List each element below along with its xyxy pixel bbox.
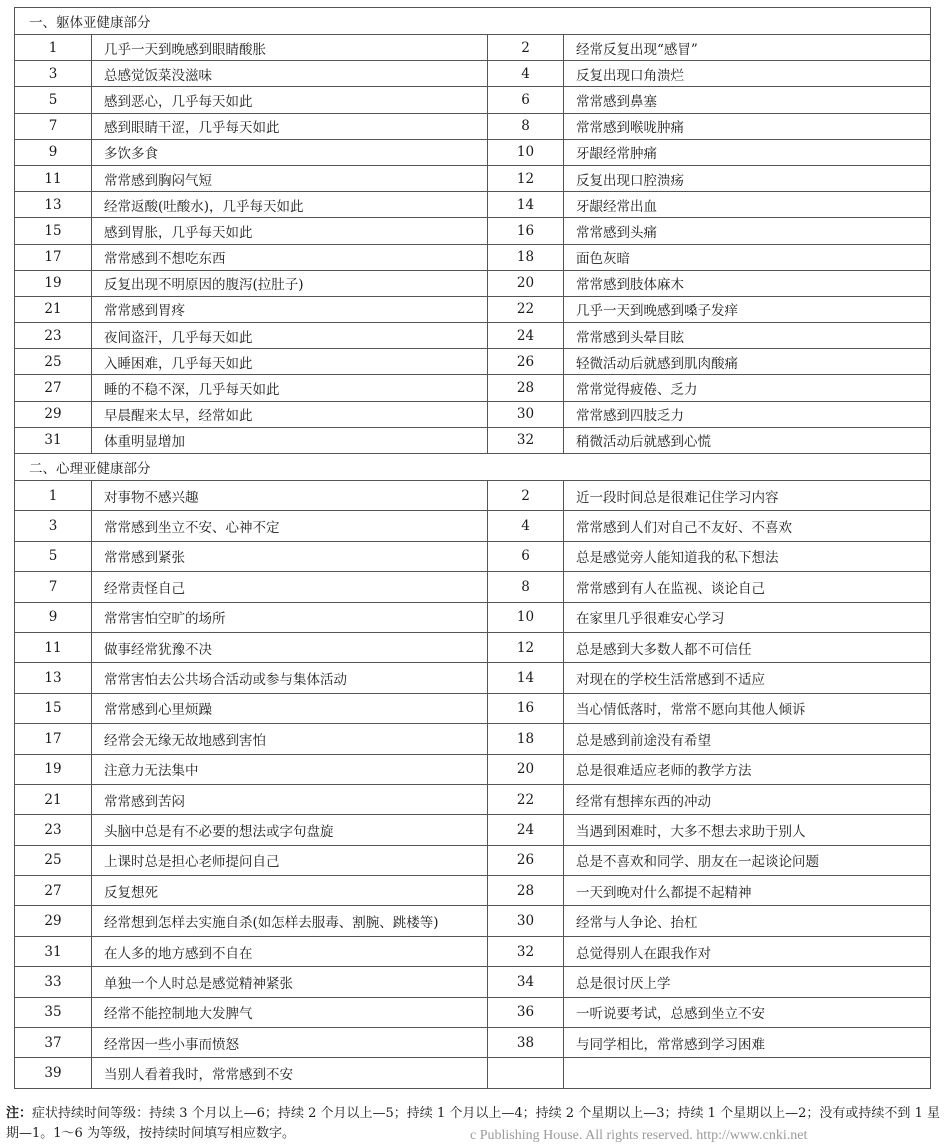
item-text: 常常感到苦闷 [92, 784, 488, 814]
section-1-header [15, 8, 931, 35]
item-text: 感到胃胀，几乎每天如此 [92, 218, 488, 244]
item-text: 在家里几乎很难安心学习 [564, 602, 931, 632]
table-row [15, 632, 931, 662]
item-text: 感到恶心，几乎每天如此 [92, 87, 488, 113]
item-number: 10 [488, 602, 564, 632]
item-number: 28 [488, 876, 564, 906]
table-row [15, 936, 931, 966]
table-row [15, 192, 931, 218]
item-text: 常常觉得疲倦、乏力 [564, 375, 931, 401]
table-row [15, 876, 931, 906]
item-text: 几乎一天到晚感到嗓子发痒 [564, 296, 931, 322]
item-text: 感到眼睛干涩，几乎每天如此 [92, 113, 488, 139]
item-number: 35 [15, 997, 92, 1027]
item-number: 20 [488, 270, 564, 296]
item-text: 经常想到怎样去实施自杀(如怎样去服毒、割腕、跳楼等) [92, 906, 488, 936]
item-number: 2 [488, 35, 564, 61]
item-number: 4 [488, 61, 564, 87]
item-text: 经常反复出现“感冒” [564, 35, 931, 61]
item-number: 13 [15, 192, 92, 218]
item-number: 19 [15, 270, 92, 296]
item-text: 对现在的学校生活常感到不适应 [564, 663, 931, 693]
item-number: 8 [488, 113, 564, 139]
item-text: 经常不能控制地大发脾气 [92, 997, 488, 1027]
table-row [15, 1028, 931, 1058]
item-number: 14 [488, 192, 564, 218]
item-number: 27 [15, 876, 92, 906]
item-number: 27 [15, 375, 92, 401]
table-row [15, 323, 931, 349]
item-number: 15 [15, 693, 92, 723]
item-number: 30 [488, 906, 564, 936]
item-number: 18 [488, 244, 564, 270]
item-number: 12 [488, 165, 564, 191]
table-row [15, 602, 931, 632]
item-text: 面色灰暗 [564, 244, 931, 270]
item-number: 9 [15, 139, 92, 165]
item-text: 常常感到胃疼 [92, 296, 488, 322]
item-text: 多饮多食 [92, 139, 488, 165]
item-text: 睡的不稳不深，几乎每天如此 [92, 375, 488, 401]
table-row [15, 349, 931, 375]
table-row [15, 61, 931, 87]
item-text: 常常害怕空旷的场所 [92, 602, 488, 632]
item-number: 11 [15, 632, 92, 662]
item-text: 总是感觉旁人能知道我的私下想法 [564, 541, 931, 571]
item-number: 11 [15, 165, 92, 191]
item-number: 13 [15, 663, 92, 693]
item-text: 常常感到人们对自己不友好、不喜欢 [564, 511, 931, 541]
item-text: 常常感到头晕目眩 [564, 323, 931, 349]
item-text: 常常感到不想吃东西 [92, 244, 488, 270]
item-text: 常常感到鼻塞 [564, 87, 931, 113]
item-number: 15 [15, 218, 92, 244]
item-text: 一听说要考试，总感到坐立不安 [564, 997, 931, 1027]
item-text: 总是不喜欢和同学、朋友在一起谈论问题 [564, 845, 931, 875]
table-row [15, 401, 931, 427]
item-number: 37 [15, 1028, 92, 1058]
item-number: 25 [15, 845, 92, 875]
item-text: 经常有想摔东西的冲动 [564, 784, 931, 814]
item-text: 经常因一些小事而愤怒 [92, 1028, 488, 1058]
item-number: 32 [488, 936, 564, 966]
item-number: 19 [15, 754, 92, 784]
item-text: 在人多的地方感到不自在 [92, 936, 488, 966]
item-text: 总是很讨厌上学 [564, 967, 931, 997]
table-row [15, 784, 931, 814]
table-row [15, 997, 931, 1027]
item-number: 5 [15, 87, 92, 113]
section-2-title: 二、心理亚健康部分 [15, 454, 931, 481]
item-number: 17 [15, 244, 92, 270]
item-number [488, 1058, 564, 1088]
table-row [15, 87, 931, 113]
table-row [15, 906, 931, 936]
item-number: 38 [488, 1028, 564, 1058]
item-text: 当心情低落时，常常不愿向其他人倾诉 [564, 693, 931, 723]
item-text: 常常感到心里烦躁 [92, 693, 488, 723]
table-row [15, 754, 931, 784]
item-number: 16 [488, 693, 564, 723]
item-number: 34 [488, 967, 564, 997]
item-number: 7 [15, 572, 92, 602]
item-number: 30 [488, 401, 564, 427]
table-row [15, 113, 931, 139]
item-number: 39 [15, 1058, 92, 1088]
item-number: 23 [15, 323, 92, 349]
item-text: 常常感到头痛 [564, 218, 931, 244]
item-number: 18 [488, 724, 564, 754]
item-text: 反复出现不明原因的腹泻(拉肚子) [92, 270, 488, 296]
item-text: 总是感到大多数人都不可信任 [564, 632, 931, 662]
item-number: 32 [488, 427, 564, 453]
item-text: 一天到晚对什么都提不起精神 [564, 876, 931, 906]
item-text: 常常感到有人在监视、谈论自己 [564, 572, 931, 602]
table-row [15, 427, 931, 453]
item-number: 22 [488, 784, 564, 814]
item-number: 26 [488, 349, 564, 375]
item-number: 21 [15, 784, 92, 814]
item-number: 17 [15, 724, 92, 754]
item-number: 36 [488, 997, 564, 1027]
item-text: 近一段时间总是很难记住学习内容 [564, 481, 931, 511]
item-text: 上课时总是担心老师提问自己 [92, 845, 488, 875]
item-text: 早晨醒来太早，经常如此 [92, 401, 488, 427]
table-row [15, 1058, 931, 1088]
item-text: 稍微活动后就感到心慌 [564, 427, 931, 453]
item-text: 总觉得别人在跟我作对 [564, 936, 931, 966]
item-text: 常常害怕去公共场合活动或参与集体活动 [92, 663, 488, 693]
item-text: 反复出现口角溃烂 [564, 61, 931, 87]
table-row [15, 218, 931, 244]
item-text: 总是很难适应老师的教学方法 [564, 754, 931, 784]
table-row [15, 35, 931, 61]
table-row [15, 244, 931, 270]
item-number: 12 [488, 632, 564, 662]
item-number: 8 [488, 572, 564, 602]
item-number: 14 [488, 663, 564, 693]
item-text: 入睡困难，几乎每天如此 [92, 349, 488, 375]
table-row [15, 481, 931, 511]
item-text: 夜间盗汗，几乎每天如此 [92, 323, 488, 349]
item-text: 与同学相比，常常感到学习困难 [564, 1028, 931, 1058]
table-row [15, 724, 931, 754]
item-number: 24 [488, 323, 564, 349]
section-2-header [15, 454, 931, 481]
item-text: 注意力无法集中 [92, 754, 488, 784]
table-row [15, 815, 931, 845]
item-text: 常常感到坐立不安、心神不定 [92, 511, 488, 541]
item-number: 9 [15, 602, 92, 632]
item-number: 7 [15, 113, 92, 139]
item-number: 6 [488, 541, 564, 571]
item-text: 当别人看着我时，常常感到不安 [92, 1058, 488, 1088]
table-row [15, 511, 931, 541]
table-row [15, 967, 931, 997]
item-text: 总是感到前途没有希望 [564, 724, 931, 754]
item-number: 20 [488, 754, 564, 784]
item-text: 常常感到喉咙肿痛 [564, 113, 931, 139]
item-text: 单独一个人时总是感觉精神紧张 [92, 967, 488, 997]
footnote-text: 症状持续时间等级：持续 3 个月以上—6；持续 2 个月以上—5；持续 1 个月以上—4；持续 2 个星期以上—3；持续 1 个星期以上—2；没有或持续不到 1 星期—1。1～6 为等级，按持续时间填写相应数字。 [6, 1106, 940, 1141]
table-row [15, 375, 931, 401]
item-text: 牙龈经常出血 [564, 192, 931, 218]
item-text: 总感觉饭菜没滋味 [92, 61, 488, 87]
item-text: 牙龈经常肿痛 [564, 139, 931, 165]
item-number: 25 [15, 349, 92, 375]
item-text: 体重明显增加 [92, 427, 488, 453]
table-row [15, 296, 931, 322]
item-text: 反复想死 [92, 876, 488, 906]
item-text: 经常责怪自己 [92, 572, 488, 602]
item-text: 对事物不感兴趣 [92, 481, 488, 511]
item-number: 1 [15, 481, 92, 511]
item-number: 33 [15, 967, 92, 997]
item-number: 26 [488, 845, 564, 875]
item-text: 常常感到紧张 [92, 541, 488, 571]
item-text [564, 1058, 931, 1088]
watermark: c Publishing House. All rights reserved. http://www.cnki.net [470, 1128, 808, 1143]
item-text: 轻微活动后就感到肌肉酸痛 [564, 349, 931, 375]
table-row [15, 165, 931, 191]
item-text: 做事经常犹豫不决 [92, 632, 488, 662]
item-text: 常常感到四肢乏力 [564, 401, 931, 427]
table-row [15, 541, 931, 571]
section-1-title: 一、躯体亚健康部分 [15, 8, 931, 35]
item-text: 经常返酸(吐酸水)，几乎每天如此 [92, 192, 488, 218]
table-row [15, 663, 931, 693]
item-number: 10 [488, 139, 564, 165]
item-number: 6 [488, 87, 564, 113]
table-row [15, 139, 931, 165]
item-number: 16 [488, 218, 564, 244]
item-text: 头脑中总是有不必要的想法或字句盘旋 [92, 815, 488, 845]
footnote-label: 注： [6, 1106, 33, 1121]
item-text: 经常会无缘无故地感到害怕 [92, 724, 488, 754]
item-text: 几乎一天到晚感到眼睛酸胀 [92, 35, 488, 61]
item-number: 2 [488, 481, 564, 511]
table-row [15, 693, 931, 723]
item-text: 常常感到胸闷气短 [92, 165, 488, 191]
item-number: 29 [15, 401, 92, 427]
item-text: 经常与人争论、抬杠 [564, 906, 931, 936]
table-row [15, 572, 931, 602]
item-number: 24 [488, 815, 564, 845]
item-number: 21 [15, 296, 92, 322]
symptom-table [14, 7, 931, 1089]
item-number: 22 [488, 296, 564, 322]
table-row [15, 270, 931, 296]
item-number: 23 [15, 815, 92, 845]
item-number: 28 [488, 375, 564, 401]
item-number: 4 [488, 511, 564, 541]
item-number: 5 [15, 541, 92, 571]
item-number: 29 [15, 906, 92, 936]
item-number: 1 [15, 35, 92, 61]
item-text: 反复出现口腔溃疡 [564, 165, 931, 191]
item-number: 3 [15, 511, 92, 541]
table-row [15, 845, 931, 875]
item-number: 3 [15, 61, 92, 87]
item-text: 当遇到困难时，大多不想去求助于别人 [564, 815, 931, 845]
item-number: 31 [15, 427, 92, 453]
item-number: 31 [15, 936, 92, 966]
item-text: 常常感到肢体麻木 [564, 270, 931, 296]
